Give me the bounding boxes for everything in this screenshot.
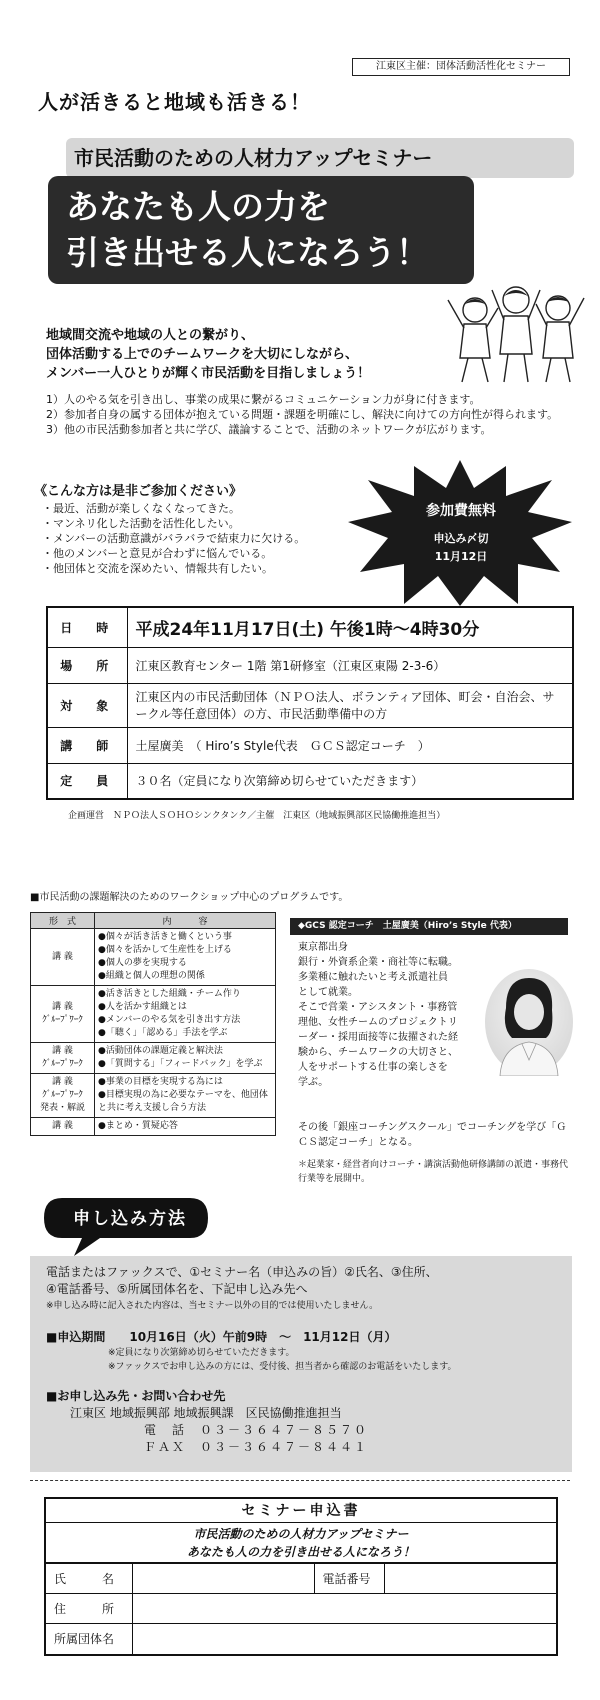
address-field[interactable] — [132, 1594, 556, 1624]
benefit-item: 1）人のやる気を引き出し、事業の成果に繋がるコミュニケーション力が身に付きます。 — [46, 393, 481, 406]
intro-line: 団体活動する上でのチームワークを大切にしながら、 — [46, 347, 359, 362]
target-audience-item: ・最近、活動が楽しくなくなってきた。 — [42, 502, 240, 515]
capacity-label: 定 員 — [47, 763, 127, 799]
program-item: ●「質問する」「フィードバック」を学ぶ — [98, 1059, 263, 1069]
form-subtitle-line: あなたも人の力を引き出せる人になろう！ — [186, 1545, 415, 1559]
place-label: 場 所 — [47, 647, 127, 683]
program-row — [31, 929, 276, 986]
group-label: 所属団体名 — [46, 1624, 132, 1654]
cheering-people-illustration — [440, 278, 590, 390]
benefits-list — [46, 392, 576, 437]
phone-field[interactable] — [384, 1564, 556, 1594]
title-line-2: 引き出せる人になろう！ — [66, 233, 429, 272]
coach-bio-line: として就業。 — [298, 987, 358, 998]
program-item: ●目標実現の為に必要なテーマを、他団体と共に考え支援し合う方法 — [98, 1090, 268, 1113]
coach-bio-line: 銀行・外資系企業・商社等に転職。 — [298, 957, 458, 968]
program-content — [95, 1043, 276, 1074]
coach-bio-line: 学ぶ。 — [298, 1077, 329, 1088]
capacity-value: ３０名（定員になり次第締め切らせていただきます） — [127, 763, 573, 799]
coach-bio-line: 人をサポートする仕事の楽しさを — [298, 1062, 448, 1073]
contact-heading: ■お申し込み先・お問い合わせ先 — [46, 1389, 226, 1403]
program-item: ●個人の夢を実現する — [98, 958, 187, 968]
program-item: ●組織と個人の理想の関係 — [98, 971, 205, 981]
date-label: 日 時 — [47, 607, 127, 647]
free-admission-label: 参加費無料 — [426, 503, 496, 519]
title-line-1: あなたも人の力を — [66, 187, 330, 226]
coach-photo — [484, 968, 574, 1076]
benefit-item: 2）参加者自身の属する団体が抱えている問題・課題を明確にし、解決に向けての方向性が得られます。 — [46, 408, 559, 421]
organizer-label: 江東区主催：団体活動活性化セミナー — [352, 58, 570, 76]
target-audience-heading: 《こんな方は是非ご参加ください》 — [34, 484, 243, 499]
target-audience-item: ・マンネリ化した活動を活性化したい。 — [42, 517, 240, 530]
coach-bio-line: 東京都出身 — [298, 942, 348, 953]
target-value: 江東区内の市民活動団体（ＮＰＯ法人、ボランティア団体、町会・自治会、サークル等任意団体）の方、市民活動準備中の方 — [127, 683, 573, 727]
contact-fax: ＦＡＸ ０３－３６４７－８４４１ — [144, 1440, 369, 1454]
application-form — [44, 1497, 558, 1656]
program-row — [31, 986, 276, 1043]
target-audience-item: ・他のメンバーと意見が合わずに悩んでいる。 — [42, 547, 273, 560]
coach-bio-continued: その後「銀座コーチングスクール」でコーチングを学び「ＧＣＳ認定コーチ」となる。 — [298, 1122, 567, 1148]
program-format: 講 義 — [31, 1118, 95, 1136]
program-item: ●活動団体の課題定義と解決法 — [98, 1046, 223, 1056]
benefit-item: 3）他の市民活動参加者と共に学び、議論することで、活動のネットワークが広がります。 — [46, 423, 492, 436]
program-row — [31, 1118, 276, 1136]
deadline-label: 申込み〆切 — [433, 532, 489, 545]
coach-bio-line: 多業種に触れたいと考え派遣社員 — [298, 972, 448, 983]
coach-note: ＊起業家・経営者向けコーチ・講演活動他研修講師の派遣・事務代行業等を展開中。 — [298, 1160, 569, 1184]
period-note: ※ファックスでお申し込みの方には、受付後、担当者から確認のお電話をいたします。 — [108, 1362, 457, 1372]
form-fields — [46, 1563, 556, 1654]
program-content — [95, 1118, 276, 1136]
target-audience-list — [34, 484, 354, 576]
program-format: 講 義 — [31, 929, 95, 986]
program-item: ●メンバーのやる気を引き出す方法 — [98, 1015, 241, 1025]
coach-bio-line: 理他、女性チームのプロジェクトリ — [298, 1017, 458, 1028]
phone-label: 電話番号 — [314, 1564, 384, 1594]
name-label: 氏 名 — [46, 1564, 132, 1594]
address-label: 住 所 — [46, 1594, 132, 1624]
intro-message — [46, 326, 370, 383]
cut-line — [30, 1480, 570, 1481]
place-value: 江東区教育センター 1階 第1研修室（江東区東陽 2-3-6） — [127, 647, 573, 683]
program-col-content: 内 容 — [95, 913, 276, 929]
coach-bio — [298, 940, 488, 1090]
period-note: ※定員になり次第締め切らせていただきます。 — [108, 1348, 295, 1358]
tagline: 人が活きると地域も活きる！ — [38, 90, 311, 114]
program-row — [31, 1043, 276, 1074]
form-subtitle — [46, 1523, 556, 1563]
apply-line: 電話またはファックスで、①セミナー名（申込みの旨）②氏名、③住所、 — [46, 1265, 438, 1279]
apply-heading: 申し込み方法 — [73, 1209, 187, 1229]
name-field[interactable] — [132, 1564, 314, 1594]
program-item: ●まとめ・質疑応答 — [98, 1121, 178, 1131]
program-item: ●個々が活き活きと働くという事 — [98, 932, 232, 942]
lecturer-value: 土屋廣美 （ Hiro’s Style代表 ＧＣＳ認定コーチ ） — [127, 727, 573, 763]
contact-department: 江東区 地域振興部 地域振興課 区民協働推進担当 — [70, 1406, 342, 1420]
program-item: ●「聴く」「認める」手法を学ぶ — [98, 1028, 228, 1038]
form-subtitle-line: 市民活動のための人材力アップセミナー — [193, 1527, 409, 1541]
program-row — [31, 1074, 276, 1118]
planning-credit: 企画運営 ＮＰＯ法人ＳＯＨＯシンクタンク／主催 江東区（地域振興部区民協働推進担当） — [68, 811, 446, 821]
coach-bio-line: 験から、チームワークの大切さと、 — [298, 1047, 458, 1058]
free-deadline-badge — [386, 502, 536, 566]
apply-instructions — [46, 1264, 566, 1456]
intro-line: 地域間交流や地域の人との繋がり、 — [46, 328, 255, 343]
application-period: ■申込期間 10月16日（火）午前9時 ～ 11月12日（月） — [46, 1330, 397, 1344]
program-item: ●個々を活かして生産性を上げる — [98, 945, 232, 955]
program-intro: ■市民活動の課題解決のためのワークショップ中心のプログラムです。 — [30, 892, 349, 903]
coach-bio-line: そこで営業・アシスタント・事務管 — [298, 1002, 458, 1013]
event-details-table — [46, 606, 574, 800]
date-value: 平成24年11月17日(土) 午後1時～4時30分 — [127, 607, 573, 647]
deadline-date: 11月12日 — [434, 550, 488, 563]
group-field[interactable] — [132, 1624, 556, 1654]
program-format: 講 義 ｸﾞﾙｰﾌﾟﾜｰｸ — [31, 1043, 95, 1074]
intro-line: メンバー一人ひとりが輝く市民活動を目指しましょう！ — [46, 366, 371, 381]
target-audience-item: ・メンバーの活動意識がバラバラで結束力に欠ける。 — [42, 532, 306, 545]
seminar-title — [48, 176, 474, 284]
lecturer-label: 講 師 — [47, 727, 127, 763]
program-table — [30, 912, 276, 1136]
coach-heading: ◆GCS 認定コーチ 土屋廣美（Hiro’s Style 代表） — [290, 918, 568, 935]
program-content — [95, 1074, 276, 1118]
program-format: 講 義 ｸﾞﾙｰﾌﾟﾜｰｸ 発表・解説 — [31, 1074, 95, 1118]
program-item: ●活き活きとした組織・チーム作り — [98, 989, 241, 999]
program-content — [95, 929, 276, 986]
target-label: 対 象 — [47, 683, 127, 727]
apply-line: ④電話番号、⑤所属団体名を、下記申し込み先へ — [46, 1282, 308, 1296]
contact-phone: 電 話 ０３－３６４７－８５７０ — [144, 1423, 369, 1437]
program-col-format: 形 式 — [31, 913, 95, 929]
seminar-subtitle: 市民活動のための人材力アップセミナー — [66, 138, 574, 178]
coach-bio-line: ーダー・採用面接等に抜擢された経 — [298, 1032, 458, 1043]
form-title: セミナー申込書 — [46, 1499, 556, 1523]
program-item: ●事業の目標を実現する為には — [98, 1077, 223, 1087]
program-item: ●人を活かす組織とは — [98, 1002, 187, 1012]
program-format: 講 義 ｸﾞﾙｰﾌﾟﾜｰｸ — [31, 986, 95, 1043]
program-content — [95, 986, 276, 1043]
privacy-note: ※申し込み時に記入された内容は、当セミナー以外の目的では使用いたしません。 — [46, 1301, 379, 1311]
target-audience-item: ・他団体と交流を深めたい、情報共有したい。 — [42, 562, 273, 575]
